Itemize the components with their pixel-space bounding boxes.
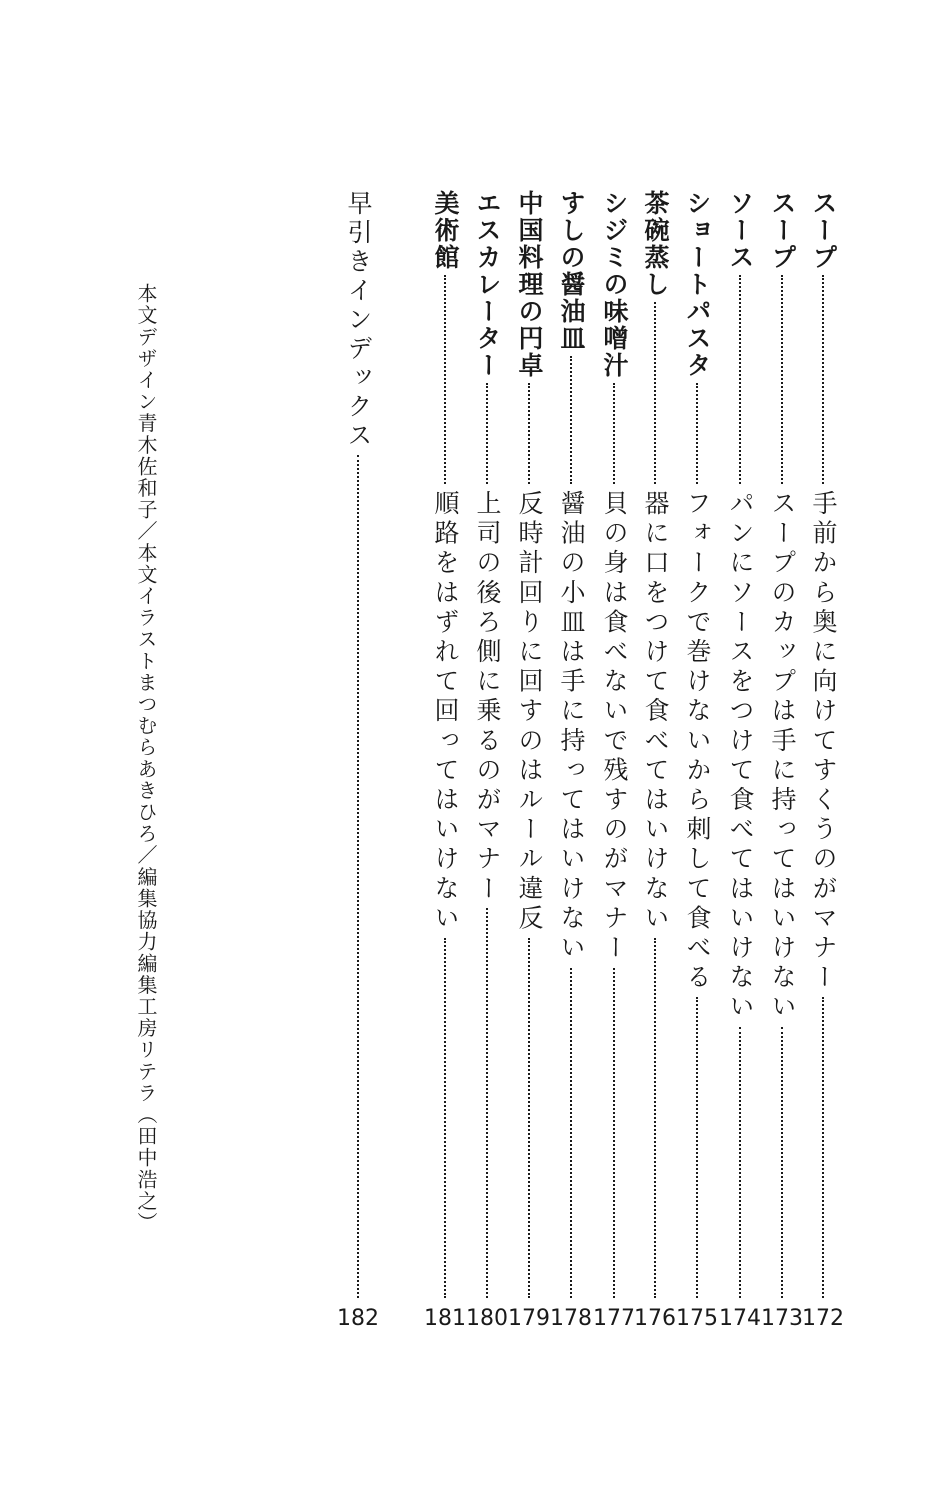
toc-entry-description: 器に口をつけて食べてはいけない xyxy=(641,490,670,934)
leader-dots xyxy=(486,383,490,484)
toc-entry-page-number: 180 xyxy=(466,1306,508,1331)
toc-entry-description: 貝の身は食べないで残すのがマナー xyxy=(600,490,629,964)
toc-entry-page-number: 176 xyxy=(634,1306,676,1331)
toc-entry-page-number: 174 xyxy=(719,1306,761,1331)
toc-entry-description: スープのカップは手に持ってはいけない xyxy=(768,490,797,1023)
index-entry xyxy=(337,180,379,1360)
toc-entry-topic: エスカレーター xyxy=(473,190,502,379)
toc-entry xyxy=(593,180,635,1360)
leader-dots xyxy=(570,356,574,484)
credit-separator: ／ xyxy=(134,520,158,543)
toc-entry-topic: ショートパスタ xyxy=(683,190,712,379)
toc-entry-page-number: 175 xyxy=(676,1306,718,1331)
toc-entry xyxy=(719,180,761,1360)
toc-entry xyxy=(550,180,592,1360)
leader-dots xyxy=(739,275,743,484)
toc-entry-page-number: 181 xyxy=(424,1306,466,1331)
toc-entry-topic: 茶碗蒸し xyxy=(641,190,670,298)
leader-dots xyxy=(822,275,826,484)
toc-entry-topic: 中国料理の円卓 xyxy=(515,190,544,379)
leader-dots xyxy=(781,275,785,484)
toc-entry-topic: すしの醤油皿 xyxy=(557,190,586,352)
toc-entry xyxy=(634,180,676,1360)
index-label: 早引きインデックス xyxy=(344,190,373,451)
credit-illust-label: 本文イラスト xyxy=(134,542,158,672)
toc-entry-page-number: 178 xyxy=(550,1306,592,1331)
toc-entry-description: フォークで巻けないから刺して食べる xyxy=(683,490,712,994)
index-page-number: 182 xyxy=(337,1306,379,1331)
leader-dots xyxy=(528,938,532,1298)
toc-entry xyxy=(424,180,466,1360)
toc-entry-topic: ソース xyxy=(726,190,755,271)
leader-dots xyxy=(528,383,532,484)
leader-dots xyxy=(822,997,826,1298)
leader-dots xyxy=(696,997,700,1298)
toc-entry-page-number: 173 xyxy=(761,1306,803,1331)
leader-dots xyxy=(654,302,658,484)
leader-dots xyxy=(444,275,448,484)
toc-entry-description: 順路をはずれて回ってはいけない xyxy=(431,490,460,934)
credit-edit-name: 編集工房リテラ（田中浩之） xyxy=(134,952,158,1234)
credits-line xyxy=(128,283,164,1363)
toc-entry-description: 上司の後ろ側に乗るのがマナー xyxy=(473,490,502,905)
credit-design-label: 本文デザイン xyxy=(134,283,158,413)
credit-design-name: 青木佐和子 xyxy=(134,412,158,521)
toc-entry-page-number: 177 xyxy=(593,1306,635,1331)
toc-entry-page-number: 179 xyxy=(508,1306,550,1331)
toc-entry-description: 醤油の小皿は手に持ってはいけない xyxy=(557,490,586,964)
toc-entry xyxy=(466,180,508,1360)
leader-dots xyxy=(781,1027,785,1298)
toc-entry-description: パンにソースをつけて食べてはいけない xyxy=(726,490,755,1023)
credit-edit-label: 編集協力 xyxy=(134,866,158,953)
index-leader-dots xyxy=(357,455,361,1298)
toc-entry xyxy=(676,180,718,1360)
leader-dots xyxy=(444,938,448,1298)
leader-dots xyxy=(739,1027,743,1298)
toc-entry xyxy=(508,180,550,1360)
leader-dots xyxy=(654,938,658,1298)
leader-dots xyxy=(613,383,617,484)
leader-dots xyxy=(486,908,490,1298)
toc-entry-topic: 美術館 xyxy=(431,190,460,271)
toc-entry xyxy=(761,180,803,1360)
credit-separator: ／ xyxy=(134,844,158,867)
toc-entry-topic: スープ xyxy=(768,190,797,271)
leader-dots xyxy=(696,383,700,484)
toc-entry-description: 反時計回りに回すのはルール違反 xyxy=(515,490,544,934)
toc-entry-topic: スープ xyxy=(809,190,838,271)
leader-dots xyxy=(570,968,574,1298)
toc-entry-topic: シジミの味噌汁 xyxy=(600,190,629,379)
toc-entry-description: 手前から奥に向けてすくうのがマナー xyxy=(809,490,838,994)
credit-illust-name: まつむらあきひろ xyxy=(134,671,158,845)
toc-entry-page-number: 172 xyxy=(802,1306,844,1331)
leader-dots xyxy=(613,968,617,1298)
toc-entry xyxy=(802,180,844,1360)
